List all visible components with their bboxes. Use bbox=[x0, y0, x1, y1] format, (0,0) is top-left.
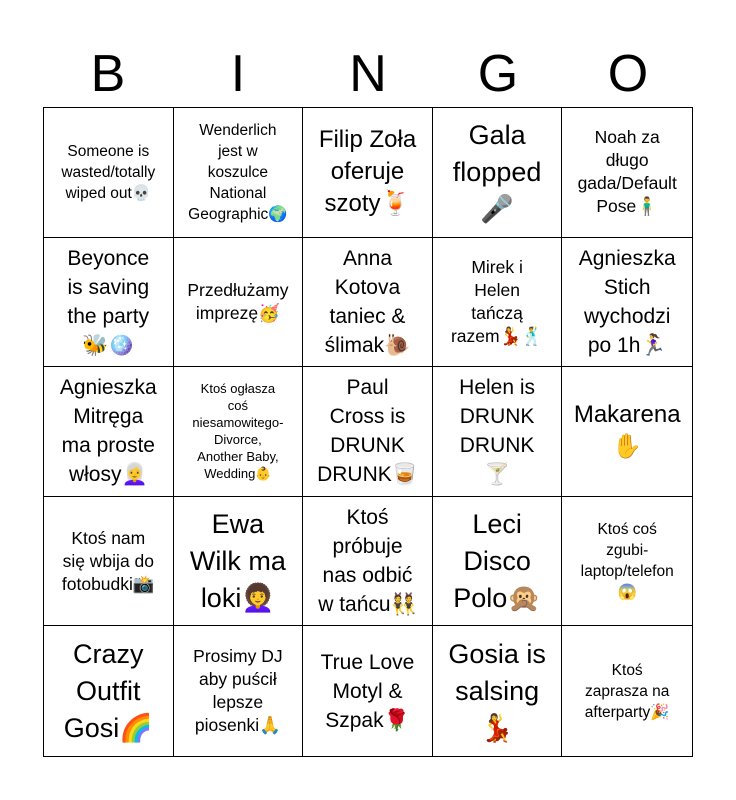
cell-text: Ktoś zaprasza na afterparty🎉 bbox=[584, 661, 670, 721]
cell-text: Prosimy DJ aby puścił lepsze piosenki🙏 bbox=[193, 646, 283, 736]
cell-text: Leci Disco Polo🙊 bbox=[453, 508, 541, 613]
cell-text: Agnieszka Mitręga ma proste włosy👩‍🦳 bbox=[59, 376, 157, 487]
bingo-cell[interactable] bbox=[433, 108, 563, 238]
bingo-cell[interactable] bbox=[174, 367, 304, 497]
cell-text: Mirek i Helen tańczą razem💃🕺 bbox=[450, 256, 544, 346]
bingo-cell[interactable] bbox=[303, 367, 433, 497]
cell-text: Agnieszka Stich wychodzi po 1h🏃‍♀️ bbox=[578, 246, 676, 357]
cell-text: Ewa Wilk ma loki👩‍🦱 bbox=[189, 508, 286, 613]
cell-text: Someone is wasted/totally wiped out💀 bbox=[61, 142, 156, 202]
cell-text: Ktoś nam się wbija do fotobudki📸 bbox=[61, 527, 155, 594]
bingo-cell[interactable] bbox=[44, 367, 174, 497]
bingo-cell[interactable] bbox=[562, 238, 692, 368]
bingo-cell[interactable] bbox=[44, 497, 174, 627]
bingo-cell[interactable] bbox=[562, 497, 692, 627]
cell-text: Wenderlich jest w koszulce National Geographic🌍 bbox=[188, 121, 288, 223]
cell-text: Gala flopped 🎤 bbox=[452, 119, 542, 224]
bingo-cell[interactable] bbox=[44, 626, 174, 756]
header-letter-o: O bbox=[607, 45, 649, 103]
cell-text: Anna Kotova taniec & ślimak🐌 bbox=[324, 246, 411, 357]
cell-text: Ktoś coś zgubi- laptop/telefon 😱 bbox=[580, 521, 674, 602]
bingo-cell[interactable] bbox=[433, 367, 563, 497]
cell-text: Paul Cross is DRUNK DRUNK🥃 bbox=[317, 376, 418, 487]
bingo-cell[interactable] bbox=[174, 497, 304, 627]
cell-text: Noah za długo gada/Default Pose🧍‍♂️ bbox=[577, 127, 677, 217]
header-letter-i: I bbox=[230, 45, 246, 103]
bingo-cell[interactable] bbox=[303, 108, 433, 238]
cell-text: Crazy Outfit Gosi🌈 bbox=[63, 638, 153, 743]
bingo-grid bbox=[43, 107, 693, 757]
cell-text: True Love Motyl & Szpak🌹 bbox=[320, 650, 415, 732]
bingo-cell[interactable] bbox=[562, 626, 692, 756]
bingo-cell[interactable] bbox=[174, 626, 304, 756]
bingo-cell[interactable] bbox=[433, 238, 563, 368]
header-letter-g: G bbox=[477, 45, 519, 103]
bingo-cell[interactable] bbox=[303, 626, 433, 756]
cell-text: Makarena ✋ bbox=[573, 401, 681, 461]
cell-text: Beyonce is saving the party 🐝🪩 bbox=[67, 246, 150, 357]
bingo-cell[interactable] bbox=[303, 497, 433, 627]
cell-text: Przedłużamy imprezę🥳 bbox=[187, 279, 289, 323]
bingo-cell[interactable] bbox=[44, 238, 174, 368]
header-letter-b: B bbox=[90, 45, 126, 103]
bingo-header bbox=[43, 40, 693, 108]
bingo-cell[interactable] bbox=[303, 238, 433, 368]
bingo-cell[interactable] bbox=[562, 108, 692, 238]
cell-text: Ktoś próbuje nas odbić w tańcu👯 bbox=[318, 506, 417, 617]
bingo-cell[interactable] bbox=[44, 108, 174, 238]
bingo-cell[interactable] bbox=[433, 626, 563, 756]
bingo-cell[interactable] bbox=[174, 108, 304, 238]
bingo-cell[interactable] bbox=[562, 367, 692, 497]
bingo-cell[interactable] bbox=[174, 238, 304, 368]
cell-text: Ktoś ogłasza coś niesamowitego- Divorce, Another Baby, Wedding👶 bbox=[192, 381, 284, 482]
cell-text: Helen is DRUNK DRUNK 🍸 bbox=[459, 376, 536, 487]
cell-text: Filip Zoła oferuje szoty🍹 bbox=[318, 126, 417, 218]
cell-text: Gosia is salsing 💃 bbox=[448, 638, 546, 743]
bingo-cell[interactable] bbox=[433, 497, 563, 627]
header-letter-n: N bbox=[349, 45, 387, 103]
